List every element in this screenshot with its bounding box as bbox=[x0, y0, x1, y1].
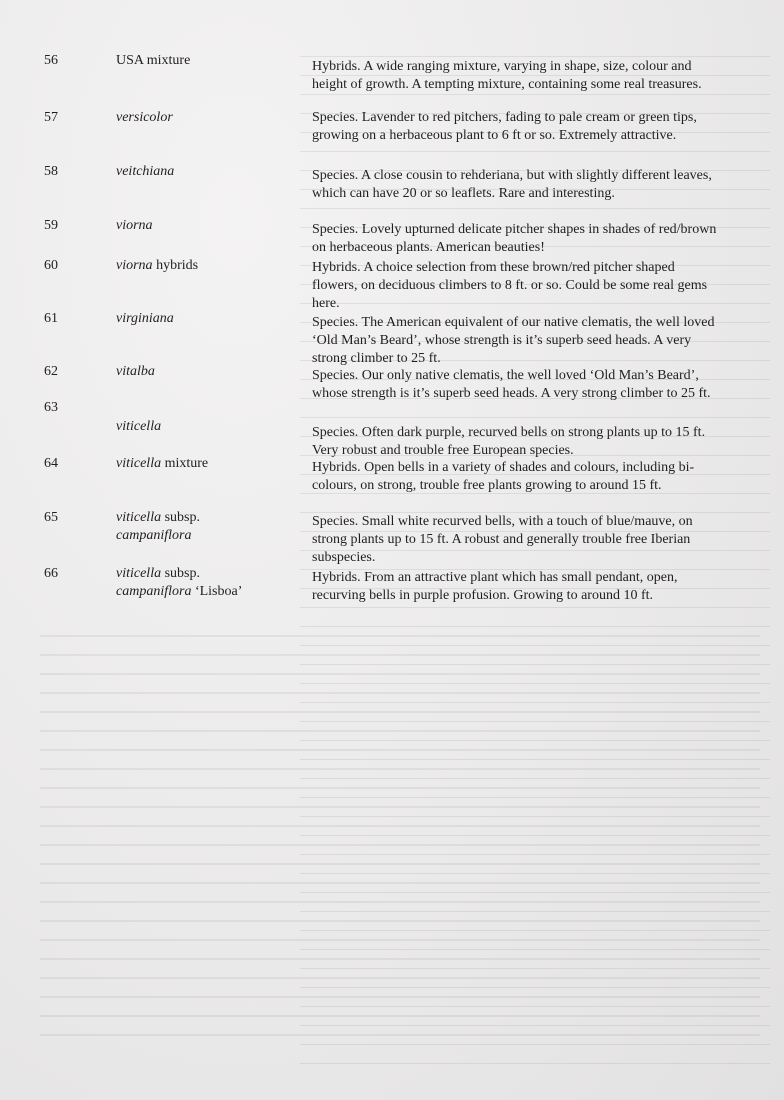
entry-number: 65 bbox=[44, 510, 58, 525]
entry-name: veitchiana bbox=[116, 164, 175, 179]
entry-name: versicolor bbox=[116, 110, 173, 125]
entry-number: 59 bbox=[44, 218, 58, 233]
entry-name: viticella mixture bbox=[116, 456, 209, 471]
entry-description: Species. Often dark purple, recurved bells on strong plants up to 15 ft. Very robust and trouble free European species. bbox=[312, 425, 706, 458]
entry-name: viticella subsp. campaniflora ‘Lisboa’ bbox=[116, 566, 243, 599]
entry-number: 61 bbox=[44, 311, 58, 326]
entry-name: virginiana bbox=[116, 311, 174, 326]
entry-name: USA mixture bbox=[116, 53, 191, 68]
entry-description: Hybrids. A wide ranging mixture, varying in shape, size, colour and height of growth. A tempting mixture, containing some real treasures. bbox=[312, 59, 702, 92]
entry-name: vitalba bbox=[116, 364, 155, 379]
entry-description: Hybrids. Open bells in a variety of shades and colours, including bi-colours, on strong, trouble free plants growing to around 15 ft. bbox=[312, 460, 695, 493]
entry-number: 56 bbox=[44, 53, 58, 68]
entry-name: viorna hybrids bbox=[116, 258, 199, 273]
entry-number: 62 bbox=[44, 364, 58, 379]
entry-description: Hybrids. From an attractive plant which has small pendant, open, recurving bells in purple profusion. Growing to around 10 ft. bbox=[312, 570, 678, 603]
entry-name: viticella subsp. campaniflora bbox=[116, 510, 200, 543]
entry-number: 60 bbox=[44, 258, 58, 273]
entry-number: 66 bbox=[44, 566, 58, 581]
entry-name: viorna bbox=[116, 218, 153, 233]
entry-description: Species. Lovely upturned delicate pitcher shapes in shades of red/brown on herbaceous plants. American beauties! bbox=[312, 222, 717, 255]
entry-name: viticella bbox=[116, 419, 162, 434]
entry-description: Species. A close cousin to rehderiana, but with slightly different leaves, which can have 20 or so leaflets. Rare and interesting. bbox=[312, 168, 712, 201]
entry-number: 63 bbox=[44, 400, 58, 415]
entry-description: Species. Lavender to red pitchers, fading to pale cream or green tips, growing on a herbaceous plant to 6 ft or so. Extremely attractive. bbox=[312, 110, 697, 143]
entry-description: Hybrids. A choice selection from these brown/red pitcher shaped flowers, on deciduous climbers to 8 ft. or so. Could be some real gems here. bbox=[312, 260, 708, 311]
entry-number: 57 bbox=[44, 110, 58, 125]
entry-description: Species. Our only native clematis, the well loved ‘Old Man’s Beard’, whose strength is it’s superb seed heads. A very strong climber to 25 ft. bbox=[312, 368, 711, 401]
entry-description: Species. The American equivalent of our native clematis, the well loved ‘Old Man’s Beard’, whose strength is it’s superb seed heads. A very strong climber to 25 ft. bbox=[312, 315, 715, 366]
entry-description: Species. Small white recurved bells, with a touch of blue/mauve, on strong plants up to 15 ft. A robust and generally trouble free Iberian subspecies. bbox=[312, 514, 693, 565]
bleed-through-texture-lower bbox=[40, 620, 760, 1040]
entry-number: 64 bbox=[44, 456, 58, 471]
entry-number: 58 bbox=[44, 164, 58, 179]
